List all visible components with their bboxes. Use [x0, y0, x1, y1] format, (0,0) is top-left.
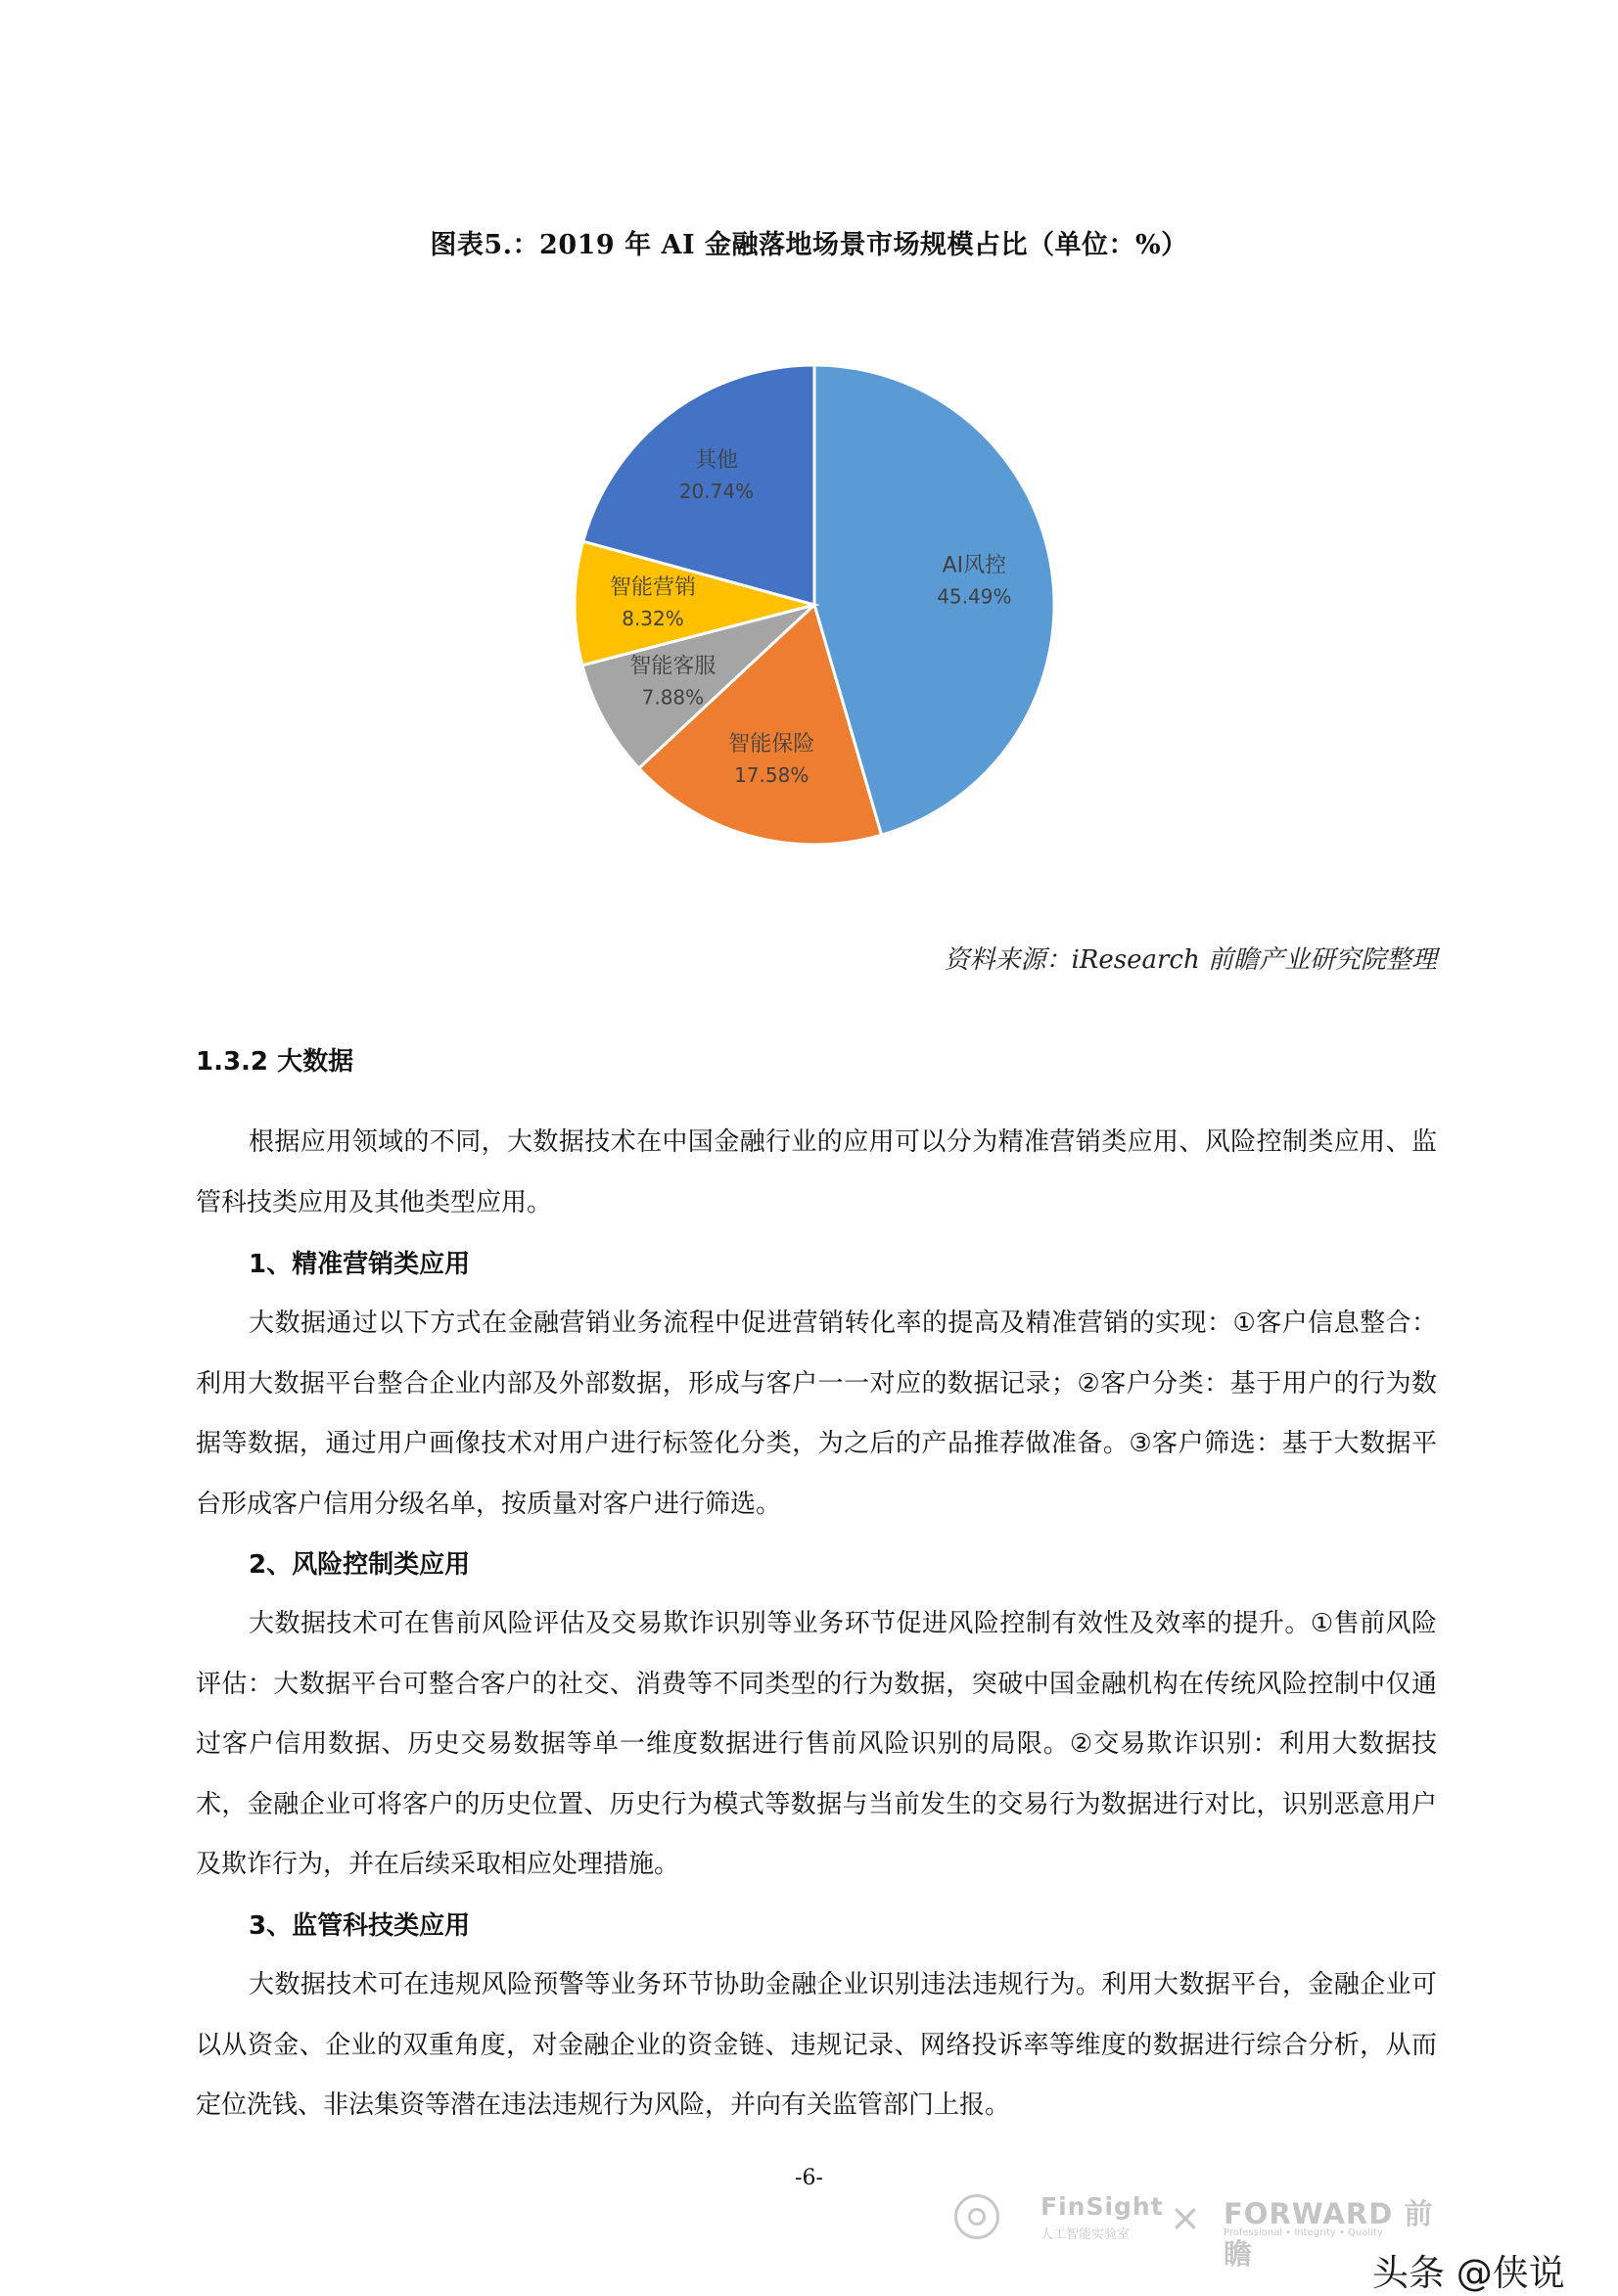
pie-chart: [0, 0, 1618, 940]
pie-slice-value-label: 45.49%: [937, 584, 1012, 609]
finsight-logo-subtitle: 人工智能实验室: [1040, 2227, 1131, 2242]
pie-slice-category-label: 智能营销: [609, 574, 697, 600]
forward-logo-subtitle: Professional • Integrity • Quality: [1224, 2227, 1383, 2238]
subsection-heading-marketing: 1、精准营销类应用: [249, 1250, 471, 1279]
subsection-heading-risk: 2、风险控制类应用: [249, 1550, 471, 1580]
pie-slice-value-label: 20.74%: [678, 479, 755, 503]
section-heading: 1.3.2 大数据: [196, 1047, 354, 1077]
subsection-text-risk: 大数据技术可在售前风险评估及交易欺诈识别等业务环节促进风险控制有效性及效率的提升。①售前风险评估：大数据平台可整合客户的社交、消费等不同类型的行为数据，突破中国金融机构在传统风险控制中仅通过客户信用数据、历史交易数据等单一维度数据进行售前风险识别的局限。②交易欺诈识别：利用大数据技术，金融企业可将客户的历史位置、历史行为模式等数据与当前发生的交易行为数据进行对比，识别恶意用户及欺诈行为，并在后续采取相应处理措施。: [196, 1609, 1437, 1879]
pie-slice-category-label: 其他: [694, 447, 738, 473]
pie-slice-category-label: 智能客服: [629, 654, 717, 679]
pie-slice-value-label: 17.58%: [734, 763, 809, 788]
intro-paragraph: 根据应用领域的不同，大数据技术在中国金融行业的应用可以分为精准营销类应用、风险控制类应用、监管科技类应用及其他类型应用。: [196, 1127, 1437, 1217]
logo-separator: ×: [1170, 2196, 1201, 2239]
watermark: 头条 @侠说: [1372, 2252, 1565, 2294]
pie-slice-category-label: 智能保险: [728, 732, 815, 758]
subsection-text-regtech: 大数据技术可在违规风险预警等业务环节协助金融企业识别违法违规行为。利用大数据平台，金融企业可以从资金、企业的双重角度，对金融企业的资金链、违规记录、网络投诉率等维度的数据进行综合分析，从而定位洗钱、非法集资等潜在违法违规行为风险，并向有关监管部门上报。: [196, 1970, 1437, 2120]
subsection-text-marketing: 大数据通过以下方式在金融营销业务流程中促进营销转化率的提高及精准营销的实现：①客户信息整合：利用大数据平台整合企业内部及外部数据，形成与客户一一对应的数据记录；②客户分类：基于用户的行为数据等数据，通过用户画像技术对用户进行标签化分类，为之后的产品推荐做准备。③客户筛选：基于大数据平台形成客户信用分级名单，按质量对客户进行筛选。: [196, 1309, 1437, 1519]
pie-slice-category-label: AI风控: [942, 553, 1007, 578]
forward-logo-text: FORWARD 前瞻: [1224, 2197, 1434, 2271]
pie-slice-value-label: 8.32%: [622, 606, 684, 630]
footer-logos: [954, 2192, 1444, 2271]
page-number: -6-: [795, 2166, 823, 2190]
chart-title: 图表5.：2019 年 AI 金融落地场景市场规模占比（单位：%）: [430, 230, 1188, 260]
finsight-logo-text: FinSight: [1040, 2192, 1164, 2221]
subsection-heading-regtech: 3、监管科技类应用: [249, 1911, 471, 1941]
pie-slice-value-label: 7.88%: [641, 685, 705, 710]
finsight-logo-icon: [954, 2194, 999, 2239]
chart-source: 资料来源：iResearch 前瞻产业研究院整理: [944, 945, 1437, 975]
